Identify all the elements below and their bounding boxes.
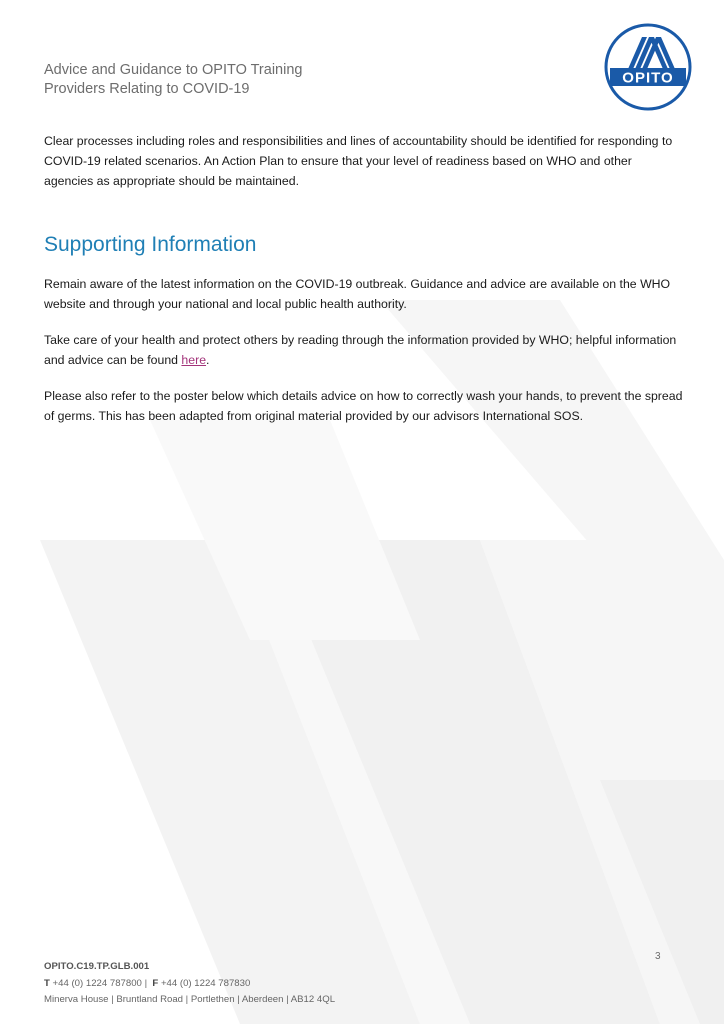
paragraph-handwash-poster: Please also refer to the poster below which details advice on how to correctly wash your hands, to prevent the spread of germs. This has been adapted from original material provided by our advisors International SOS.: [44, 389, 683, 423]
page-number: 3: [655, 951, 661, 962]
paragraph-health-advice: [44, 330, 684, 370]
paragraph-action-plan: Clear processes including roles and responsibilities and lines of accountability should be identified for responding to COVID-19 related scenarios. An Action Plan to ensure that your level of readiness based on WHO and other agencies as appropriate should be maintained.: [44, 134, 673, 188]
document-title-line2: Providers Relating to COVID-19: [44, 81, 250, 97]
footer-fax-label: F: [152, 977, 159, 989]
logo-wordmark: OPITO: [622, 69, 674, 87]
footer-doc-code: OPITO.C19.TP.GLB.001: [44, 961, 150, 972]
opito-logo: [604, 23, 692, 111]
document-title: [44, 61, 464, 99]
footer-address: Minerva House | Bruntland Road | Portlethen | Aberdeen | AB12 4QL: [44, 994, 336, 1005]
document-title-line1: Advice and Guidance to OPITO Training: [44, 62, 303, 78]
footer-contact: T +44 (0) 1224 787800 | F +44 (0) 1224 787830: [44, 977, 251, 989]
paragraph3-end: .: [206, 353, 210, 367]
section-heading: Supporting Information: [44, 233, 257, 256]
footer: [44, 959, 335, 1009]
paragraph-stay-aware: Remain aware of the latest information on the COVID-19 outbreak. Guidance and advice are available on the WHO website and through your national and local public health authority.: [44, 277, 671, 311]
footer-fax: +44 (0) 1224 787830: [160, 977, 251, 989]
paragraph3-text: Take care of your health and protect others by reading through the information provided by WHO; helpful information and advice can be found: [44, 333, 677, 367]
footer-tel-label: T: [44, 977, 50, 989]
here-link[interactable]: here: [181, 353, 207, 367]
footer-tel: +44 (0) 1224 787800: [52, 977, 142, 989]
